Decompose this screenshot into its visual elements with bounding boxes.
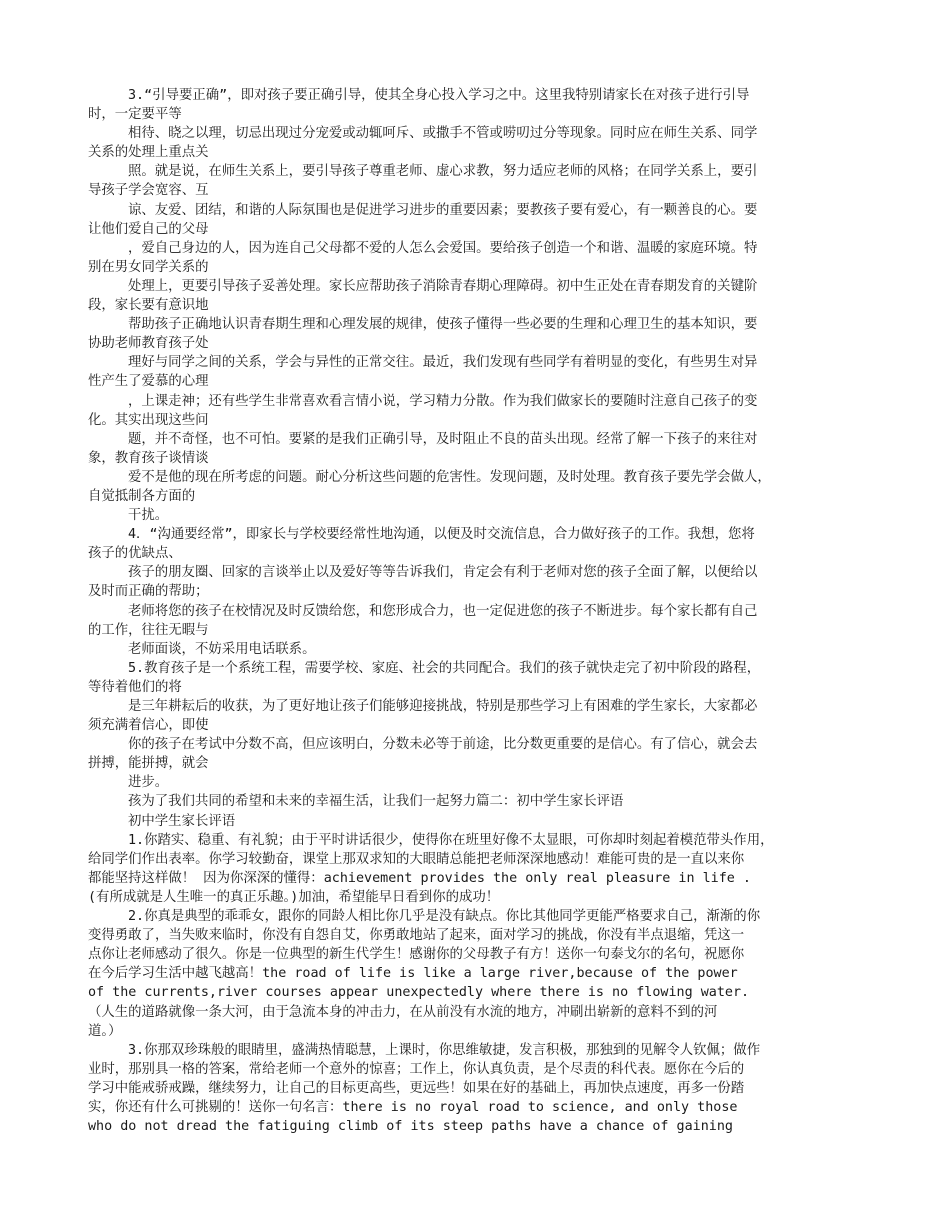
text-line: 3.“引导要正确”，即对孩子要正确引导，使其全身心投入学习之中。这里我特别请家长在对孩子进行引导 — [128, 88, 750, 103]
text-line: 道。） — [88, 1023, 122, 1039]
text-line: 别在男女同学关系的 — [88, 259, 209, 275]
text-line: 老师面谈，不妨采用电话联系。 — [128, 641, 316, 657]
text-line: 爱不是他的现在所考虑的问题。耐心分析这些问题的危害性。发现问题，及时处理。教育孩子要先学会做人， — [128, 469, 771, 485]
text-line: 你的孩子在考试中分数不高，但应该明白，分数未必等于前途，比分数更重要的是信心。有了信心，就会去 — [128, 737, 758, 753]
text-line: 照。就是说，在师生关系上，要引导孩子尊重老师、虚心求教，努力适应老师的风格；在同学关系上，要引 — [128, 164, 758, 180]
text-line: 象，教育孩子谈情谈 — [88, 450, 209, 466]
text-line: 2.你真是典型的乖乖女，跟你的同龄人相比你几乎是没有缺点。你比其他同学更能严格要求自己，渐渐的你 — [128, 909, 761, 925]
text-line: 变得勇敢了，当失败来临时，你没有自怨自艾，你勇敢地站了起来，面对学习的挑战，你没有半点退缩，凭这一 — [88, 928, 745, 944]
text-line: 在今后学习生活中越飞越高！the road of life is like a large river,because of the power — [88, 966, 738, 982]
text-line: 孩子的优缺点、 — [88, 546, 182, 562]
text-line: 4．“沟通要经常”，即家长与学校要经常性地沟通，以便及时交流信息，合力做好孩子的工作。我想，您将 — [128, 527, 755, 543]
text-line: ，上课走神；还有些学生非常喜欢看言情小说，学习精力分散。作为我们做家长的要随时注意自己孩子的变 — [128, 393, 758, 409]
text-line: 都能坚持这样做！ 因为你深深的懂得：achievement provides the only real pleasure in life . — [88, 870, 751, 886]
text-line: 点你让老师感动了很久。你是一位典型的新生代学生！感谢你的父母教子有方！送你一句泰戈尔的名句，祝愿你 — [88, 947, 745, 963]
text-line: 理好与同学之间的关系，学会与异性的正常交往。最近，我们发现有些同学有着明显的变化，有些男生对异 — [128, 355, 758, 371]
text-line: 5.教育孩子是一个系统工程，需要学校、家庭、社会的共同配合。我们的孩子就快走完了初中阶段的路程， — [128, 660, 761, 676]
text-line: 业时，那别具一格的答案，常给老师一个意外的惊喜；工作上，你认真负责，是个尽责的科代表。愿你在今后的 — [88, 1061, 745, 1077]
text-line: 实，你还有什么可挑剔的！送你一句名言：there is no royal road to science, and only those — [88, 1099, 738, 1115]
text-line: 3.你那双珍珠般的眼睛里，盛满热情聪慧，上课时，你思维敏捷，发言积极，那独到的见解令人钦佩；做作 — [128, 1042, 761, 1058]
text-line: ，爱自己身边的人，因为连自己父母都不爱的人怎么会爱国。要给孩子创造一个和谐、温暖的家庭环境。特 — [128, 240, 758, 256]
text-line: 进步。 — [128, 775, 169, 791]
text-line: 性产生了爱慕的心理 — [88, 374, 209, 390]
text-line: 谅、友爱、团结，和谐的人际氛围也是促进学习进步的重要因素；要教孩子要有爱心，有一颗善良的心。要 — [128, 202, 758, 218]
document-body — [88, 86, 868, 1136]
text-line: who do not dread the fatiguing climb of its steep paths have a chance of gaining — [88, 1119, 733, 1135]
text-line: 相待、晓之以理，切忌出现过分宠爱或动辄呵斥、或撒手不管或唠叨过分等现象。同时应在师生关系、同学 — [128, 126, 758, 142]
text-line: 孩子的朋友圈、回家的言谈举止以及爱好等等告诉我们，肯定会有利于老师对您的孩子全面了解，以便给以 — [128, 565, 758, 581]
text-line: 学习中能戒骄戒躁，继续努力，让自己的目标更高些，更远些！如果在好的基础上，再加快点速度，再多一份踏 — [88, 1080, 745, 1096]
text-line: (有所成就是人生唯一的真正乐趣。)加油，希望能早日看到你的成功！ — [88, 889, 500, 905]
text-line: 初中学生家长评语 — [128, 813, 236, 829]
text-line: 处理上，更要引导孩子妥善处理。家长应帮助孩子消除青春期心理障碍。初中生正处在青春期发育的关键阶 — [128, 278, 758, 294]
text-line: 关系的处理上重点关 — [88, 145, 209, 161]
text-line: 是三年耕耘后的收获，为了更好地让孩子们能够迎接挑战，特别是那些学习上有困难的学生家长，大家都必 — [128, 699, 758, 714]
text-line: 老师将您的孩子在校情况及时反馈给您，和您形成合力，也一定促进您的孩子不断进步。每个家长都有自己 — [128, 603, 758, 619]
text-line: 给同学们作出表率。你学习较勤奋，课堂上那双求知的大眼睛总能把老师深深地感动！难能可贵的是一直以来你 — [88, 851, 745, 867]
text-line: 协助老师教育孩子处 — [88, 336, 209, 352]
text-line: 段，家长要有意识地 — [88, 298, 209, 314]
text-line: （人生的道路就像一条大河，由于急流本身的冲击力，在从前没有水流的地方，冲刷出崭新的意料不到的河 — [88, 1004, 718, 1020]
text-line: 化。其实出现这些问 — [88, 412, 209, 428]
text-line: 及时而正确的帮助； — [88, 584, 209, 600]
text-line: 拼搏，能拼搏，就会 — [88, 756, 209, 772]
text-line: of the currents,river courses appear unexpectedly where there is no flowing water. — [88, 985, 750, 1001]
text-line: 时，一定要平等 — [88, 107, 182, 123]
text-line: 自觉抵制各方面的 — [88, 488, 196, 504]
text-line: 1.你踏实、稳重、有礼貌；由于平时讲话很少，使得你在班里好像不太显眼，可你却时刻起着模范带头作用， — [128, 832, 774, 848]
text-line: 让他们爱自己的父母 — [88, 221, 209, 237]
text-line: 帮助孩子正确地认识青春期生理和心理发展的规律，使孩子懂得一些必要的生理和心理卫生的基本知识，要 — [128, 317, 758, 333]
text-line: 须充满着信心，即使 — [88, 718, 209, 734]
text-line: 题，并不奇怪，也不可怕。要紧的是我们正确引导，及时阻止不良的苗头出现。经常了解一下孩子的来往对 — [128, 431, 758, 447]
text-line: 等待着他们的将 — [88, 679, 182, 695]
text-line: 导孩子学会宽容、互 — [88, 183, 209, 199]
text-line: 孩为了我们共同的希望和未来的幸福生活，让我们一起努力篇二：初中学生家长评语 — [128, 794, 624, 810]
text-line: 干扰。 — [128, 508, 169, 524]
text-line: 的工作，往往无暇与 — [88, 622, 209, 638]
